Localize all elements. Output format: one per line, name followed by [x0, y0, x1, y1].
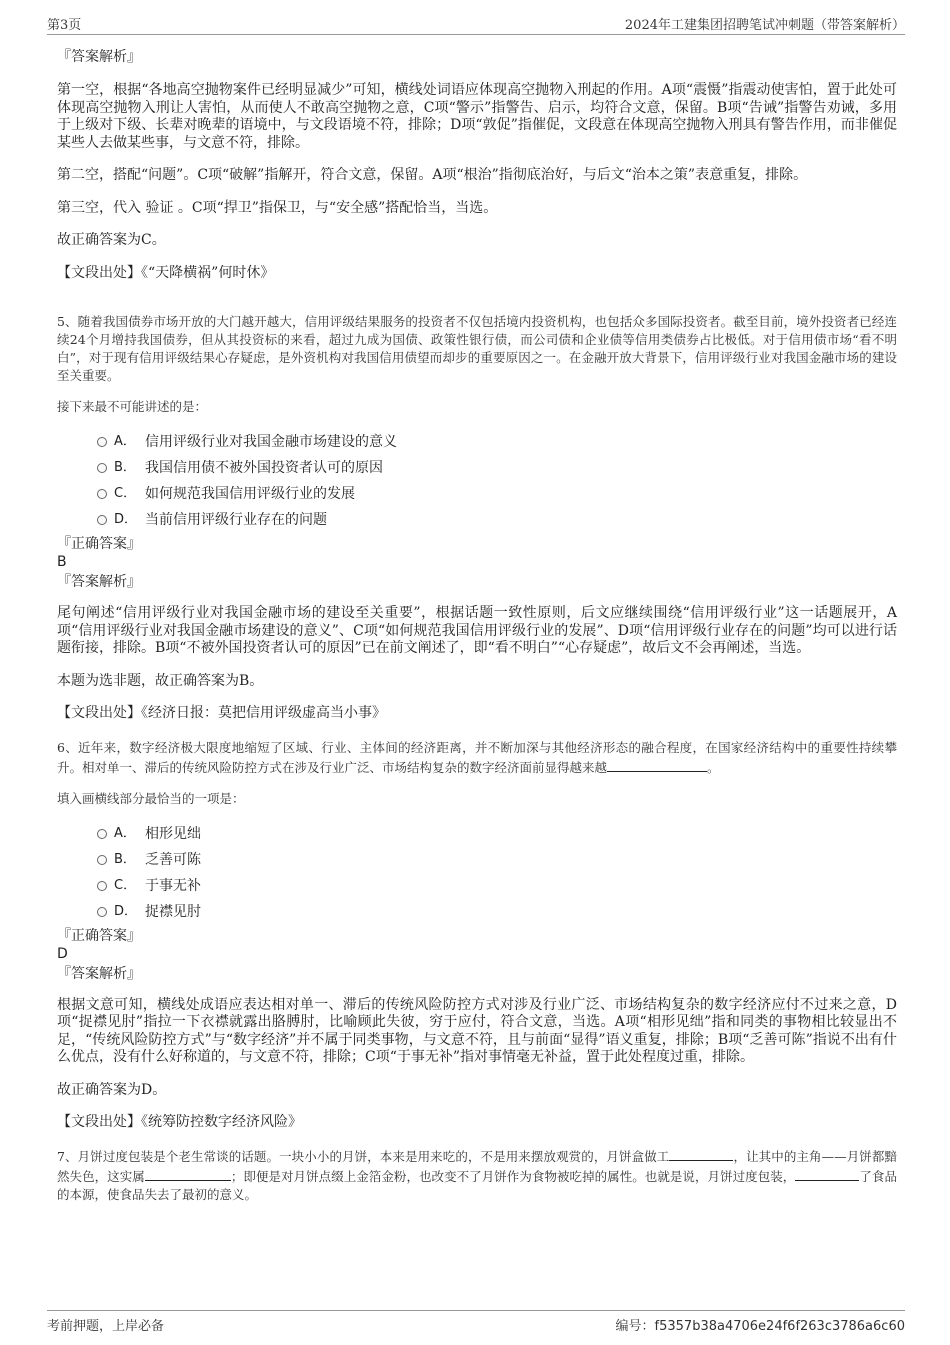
- analysis-paragraph: 第二空，搭配“问题”。C项“破解”指解开，符合文意，保留。A项“根治”指彻底治好，与后文“治本之策”表意重复，排除。: [57, 167, 808, 183]
- document-code: 编号：f5357b38a4706e24f6f263c3786a6c60: [615, 1319, 905, 1334]
- correct-answer: D: [57, 945, 68, 962]
- document-title: 2024年工建集团招聘笔试冲刺题（带答案解析）: [624, 18, 905, 33]
- analysis-label: 『答案解析』: [57, 574, 141, 590]
- analysis-label: 『答案解析』: [57, 965, 141, 982]
- question-prompt: 填入画横线部分最恰当的一项是：: [57, 790, 245, 806]
- question-stem: 6、近年来，数字经济极大限度地缩短了区域、行业、主体间的经济距离，并不断加深与其他经济形态的融合程度，在国家经济结构中的重要性持续攀升。相对单一、滞后的传统风险防控方式在涉及行业广泛、市场结构复杂的数字经济面前显得越来越 。: [57, 739, 897, 775]
- question-stem: 7、月饼过度包装是个老生常谈的话题。一块小小的月饼，本来是用来吃的，不是用来摆放观赏的，月饼盒做工 ，让其中的主角——月饼都黯然失色，这实属 ；即便是对月饼点缀上金箔金粉，也改变不了月饼作为食物被吃掉的属性。也就是说，月饼过度包装， 了食品的本源，使食品失去了最初的意义。: [57, 1146, 897, 1204]
- analysis-paragraph: 第三空，代入 验证 。C项“捍卫”指保卫，与“安全感”搭配恰当，当选。: [57, 199, 498, 216]
- correct-answer-label: 『正确答案』: [57, 536, 141, 552]
- radio-icon[interactable]: [97, 463, 107, 473]
- option-a[interactable]: A． 信用评级行业对我国金融市场建设的意义: [57, 429, 897, 455]
- option-list: [57, 821, 897, 925]
- analysis-paragraph: 尾句阐述“信用评级行业对我国金融市场的建设至关重要”，根据话题一致性原则，后文应继续围绕“信用评级行业”这一话题展开，A项“信用评级行业对我国金融市场建设的意义”、C项“如何规范我国信用评级行业的发展”、D项“信用评级行业存在的问题”均可以进行话题衔接，排除。B项“不被外国投资者认可的原因”已在前文阐述了，即“看不明白”“心存疑虑”，故后文不会再阐述，当选。: [57, 605, 897, 656]
- conclusion: 故正确答案为D。: [57, 1081, 167, 1098]
- radio-icon[interactable]: [97, 907, 107, 917]
- radio-icon[interactable]: [97, 855, 107, 865]
- option-b[interactable]: B． 我国信用债不被外国投资者认可的原因: [57, 455, 897, 481]
- document-body: [57, 46, 897, 1204]
- source-citation: 【文段出处】《经济日报：莫把信用评级虚高当小事》: [57, 705, 386, 721]
- option-c[interactable]: C． 于事无补: [57, 873, 897, 899]
- option-b[interactable]: B． 乏善可陈: [57, 847, 897, 873]
- source-citation: 【文段出处】《统筹防控数字经济风险》: [57, 1114, 302, 1130]
- radio-icon[interactable]: [97, 515, 107, 525]
- conclusion: 故正确答案为C。: [57, 232, 166, 248]
- fill-blank: [607, 757, 707, 772]
- source-citation: 【文段出处】《“天降横祸”何时休》: [57, 264, 275, 281]
- radio-icon[interactable]: [97, 489, 107, 499]
- correct-answer: B: [57, 554, 67, 570]
- option-d[interactable]: D． 捉襟见肘: [57, 899, 897, 925]
- option-d[interactable]: D． 当前信用评级行业存在的问题: [57, 507, 897, 533]
- option-c[interactable]: C． 如何规范我国信用评级行业的发展: [57, 481, 897, 507]
- radio-icon[interactable]: [97, 829, 107, 839]
- page-footer: [47, 1310, 905, 1334]
- footer-slogan: 考前押题，上岸必备: [47, 1319, 165, 1334]
- fill-blank: [145, 1166, 231, 1181]
- radio-icon[interactable]: [97, 881, 107, 891]
- option-a[interactable]: A． 相形见绌: [57, 821, 897, 847]
- page-number: 第3页: [47, 18, 82, 33]
- radio-icon[interactable]: [97, 437, 107, 447]
- fill-blank: [669, 1146, 733, 1161]
- fill-blank: [795, 1166, 859, 1181]
- page-header: [47, 12, 905, 35]
- correct-answer-label: 『正确答案』: [57, 927, 141, 944]
- question-prompt: 接下来最不可能讲述的是：: [57, 399, 208, 414]
- conclusion: 本题为选非题，故正确答案为B。: [57, 672, 264, 689]
- analysis-paragraph: 根据文意可知，横线处成语应表达相对单一、滞后的传统风险防控方式对涉及行业广泛、市场结构复杂的数字经济应付不过来之意，D项“捉襟见肘”指拉一下衣襟就露出胳膊肘，比喻顾此失彼，穷于应付，符合文意，当选。A项“相形见绌”指和同类的事物相比较显出不足，“传统风险防控方式”与“数字经济”并不属于同类事物，与文意不符，且与前面“显得”语义重复，排除；B项“乏善可陈”指说不出有什么优点，没有什么好称道的，与文意不符，排除；C项“于事无补”指对事情毫无补益，置于此处程度过重，排除。: [57, 996, 897, 1065]
- question-stem: 5、随着我国债券市场开放的大门越开越大，信用评级结果服务的投资者不仅包括境内投资机构，也包括众多国际投资者。截至目前，境外投资者已经连续24个月增持我国债券，但从其投资标的来看，超过九成为国债、政策性银行债，而公司债和企业债等信用类债券占比极低。对于信用债市场“看不明白”，对于现有信用评级结果心存疑虑，是外资机构对我国信用债望而却步的重要原因之一。在金融开放大背景下，信用评级行业对我国金融市场的建设至关重要。: [57, 314, 897, 383]
- option-list: [57, 429, 897, 533]
- analysis-label: 『答案解析』: [57, 49, 141, 65]
- analysis-paragraph: 第一空，根据“各地高空抛物案件已经明显减少”可知，横线处词语应体现高空抛物入刑起的作用。A项“震慑”指震动使害怕，置于此处可体现高空抛物入刑让人害怕，从而使人不敢高空抛物之意，C项“警示”指警告、启示，均符合文意，保留。B项“告诫”指警告劝诫，多用于上级对下级、长辈对晚辈的语境中，与文段语境不符，排除；D项“敦促”指催促，文段意在体现高空抛物入刑具有警告作用，而非催促某些人去做某些事，与文意不符，排除。: [57, 82, 897, 151]
